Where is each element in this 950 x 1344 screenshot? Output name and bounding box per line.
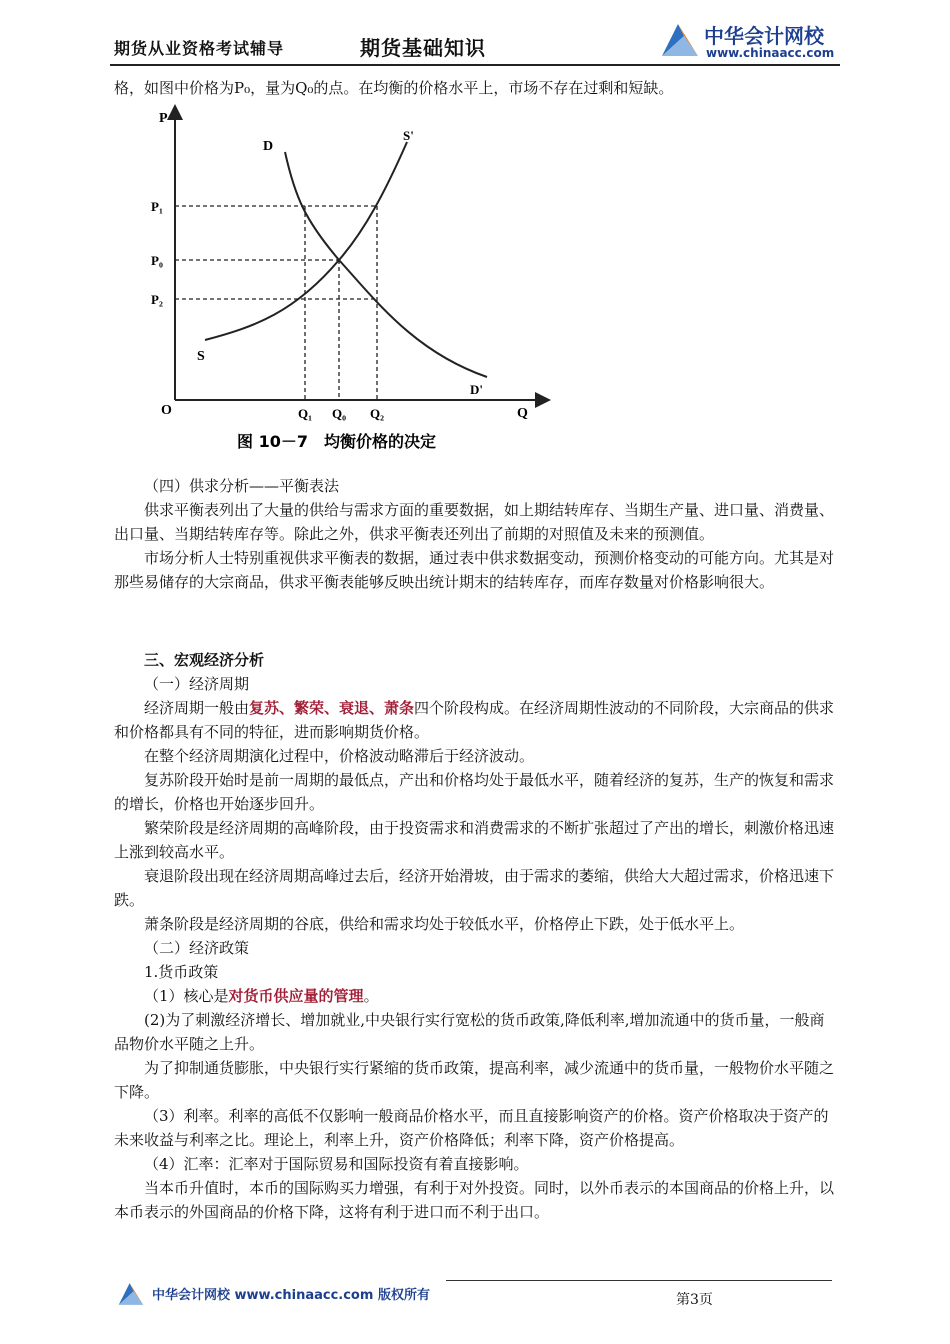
footer-divider	[446, 1280, 832, 1281]
label-d-bottom: D'	[470, 382, 483, 397]
label-d-top: D	[263, 139, 274, 154]
footer-copyright[interactable]: 中华会计网校 www.chinaacc.com 版权所有	[152, 1288, 430, 1303]
cycle-phases-highlight: 复苏、繁荣、衰退、萧条	[249, 699, 415, 717]
core-highlight: 对货币供应量的管理	[228, 987, 364, 1005]
logo-triangle-icon	[658, 20, 702, 60]
para-recession: 衰退阶段出现在经济周期高峰过去后，经济开始滑坡，由于需求的萎缩，供给大大超过需求，价格迅速下跌。	[114, 867, 835, 909]
page-number: 第3页	[676, 1292, 713, 1308]
cycle-intro-post: 四个阶段构成。在经济周期性波动的不同阶段，大宗商品的供求和价格都具有不同的特征，进而影响期货价格。	[114, 699, 835, 741]
core-line	[114, 984, 838, 1008]
guide-lines	[175, 206, 377, 400]
section-macro	[114, 648, 838, 1224]
cycle-intro-pre: 经济周期一般由	[144, 699, 250, 717]
label-q2: Q₂	[370, 406, 385, 421]
policy-heading: （二）经济政策	[144, 939, 250, 957]
page-footer	[116, 1274, 836, 1314]
label-s-bottom: S	[197, 349, 205, 364]
label-p0: P₀	[151, 253, 163, 268]
header-logo[interactable]	[658, 18, 843, 62]
section4-heading: （四）供求分析——平衡表法	[144, 477, 340, 495]
header-subject-title: 期货基础知识	[360, 36, 486, 60]
intro-text	[114, 76, 838, 100]
logo-title: 中华会计网校	[704, 24, 824, 48]
cycle-heading: （一）经济周期	[144, 675, 250, 693]
para-depression: 萧条阶段是经济周期的谷底，供给和需求均处于较低水平，价格停止下跌，处于低水平上。	[144, 915, 745, 933]
label-p2: P₂	[151, 292, 163, 307]
para-loose-policy: (2)为了刺激经济增长、增加就业,中央银行实行宽松的货币政策,降低利率,增加流通中的货币量，一般商品物价水平随之上升。	[114, 1011, 825, 1053]
header-exam-title: 期货从业资格考试辅导	[114, 39, 285, 58]
label-q0: Q₀	[332, 406, 347, 421]
para-exchange-rate: （4）汇率：汇率对于国际贸易和国际投资有着直接影响。	[144, 1155, 529, 1173]
para-tight-policy: 为了抑制通货膨胀，中央银行实行紧缩的货币政策，提高利率，减少流通中的货币量，一般物价水平随之下降。	[114, 1059, 835, 1101]
equilibrium-diagram	[145, 102, 555, 462]
header-divider	[110, 64, 840, 66]
label-s-top: S'	[403, 128, 414, 143]
monetary-heading: 1.货币政策	[144, 963, 219, 981]
macro-title: 三、宏观经济分析	[144, 651, 265, 669]
para-interest-rate: （3）利率。利率的高低不仅影响一般商品价格水平，而且直接影响资产的价格。资产价格取决于资产的未来收益与利率之比。理论上，利率上升，资产价格降低；利率下降，资产价格提高。	[114, 1107, 829, 1149]
label-q-axis: Q	[517, 406, 528, 421]
label-origin: O	[161, 403, 172, 418]
section4-para1: 供求平衡表列出了大量的供给与需求方面的重要数据，如上期结转库存、当期生产量、进口量、消费量、出口量、当期结转库存等。除此之外，供求平衡表还列出了前期的对照值及未来的预测值。	[114, 501, 835, 543]
cycle-intro	[114, 696, 838, 744]
para-boom: 繁荣阶段是经济周期的高峰阶段，由于投资需求和消费需求的不断扩张超过了产出的增长，刺激价格迅速上涨到较高水平。	[114, 819, 835, 861]
para-lag: 在整个经济周期演化过程中，价格波动略滞后于经济波动。	[144, 747, 535, 765]
section4-para2: 市场分析人士特别重视供求平衡表的数据，通过表中供求数据变动，预测价格变动的可能方向。尤其是对那些易储存的大宗商品，供求平衡表能够反映出统计期末的结转库存，而库存数量对价格影响很大。	[114, 549, 835, 591]
page-header	[110, 14, 840, 64]
intro-paragraph: 格，如图中价格为P₀，量为Q₀的点。在均衡的价格水平上，市场不存在过剩和短缺。	[114, 79, 674, 97]
equilibrium-figure	[145, 102, 555, 462]
section-supply-demand	[114, 474, 838, 594]
para-recovery: 复苏阶段开始时是前一周期的最低点，产出和价格均处于最低水平，随着经济的复苏，生产的恢复和需求的增长，价格也开始逐步回升。	[114, 771, 835, 813]
label-q1: Q₁	[298, 406, 313, 421]
core-post: 。	[363, 987, 379, 1005]
label-p-axis: P	[159, 111, 168, 126]
footer-logo-icon	[116, 1280, 146, 1308]
figure-caption: 图 10－7 均衡价格的决定	[237, 432, 436, 451]
core-pre: （1）核心是	[144, 987, 229, 1005]
label-p1: P₁	[151, 199, 163, 214]
para-appreciation: 当本币升值时，本币的国际购买力增强，有利于对外投资。同时，以外币表示的本国商品的价格上升，以本币表示的外国商品的价格下降，这将有利于进口而不利于出口。	[114, 1179, 835, 1221]
logo-url: www.chinaacc.com	[706, 46, 835, 60]
